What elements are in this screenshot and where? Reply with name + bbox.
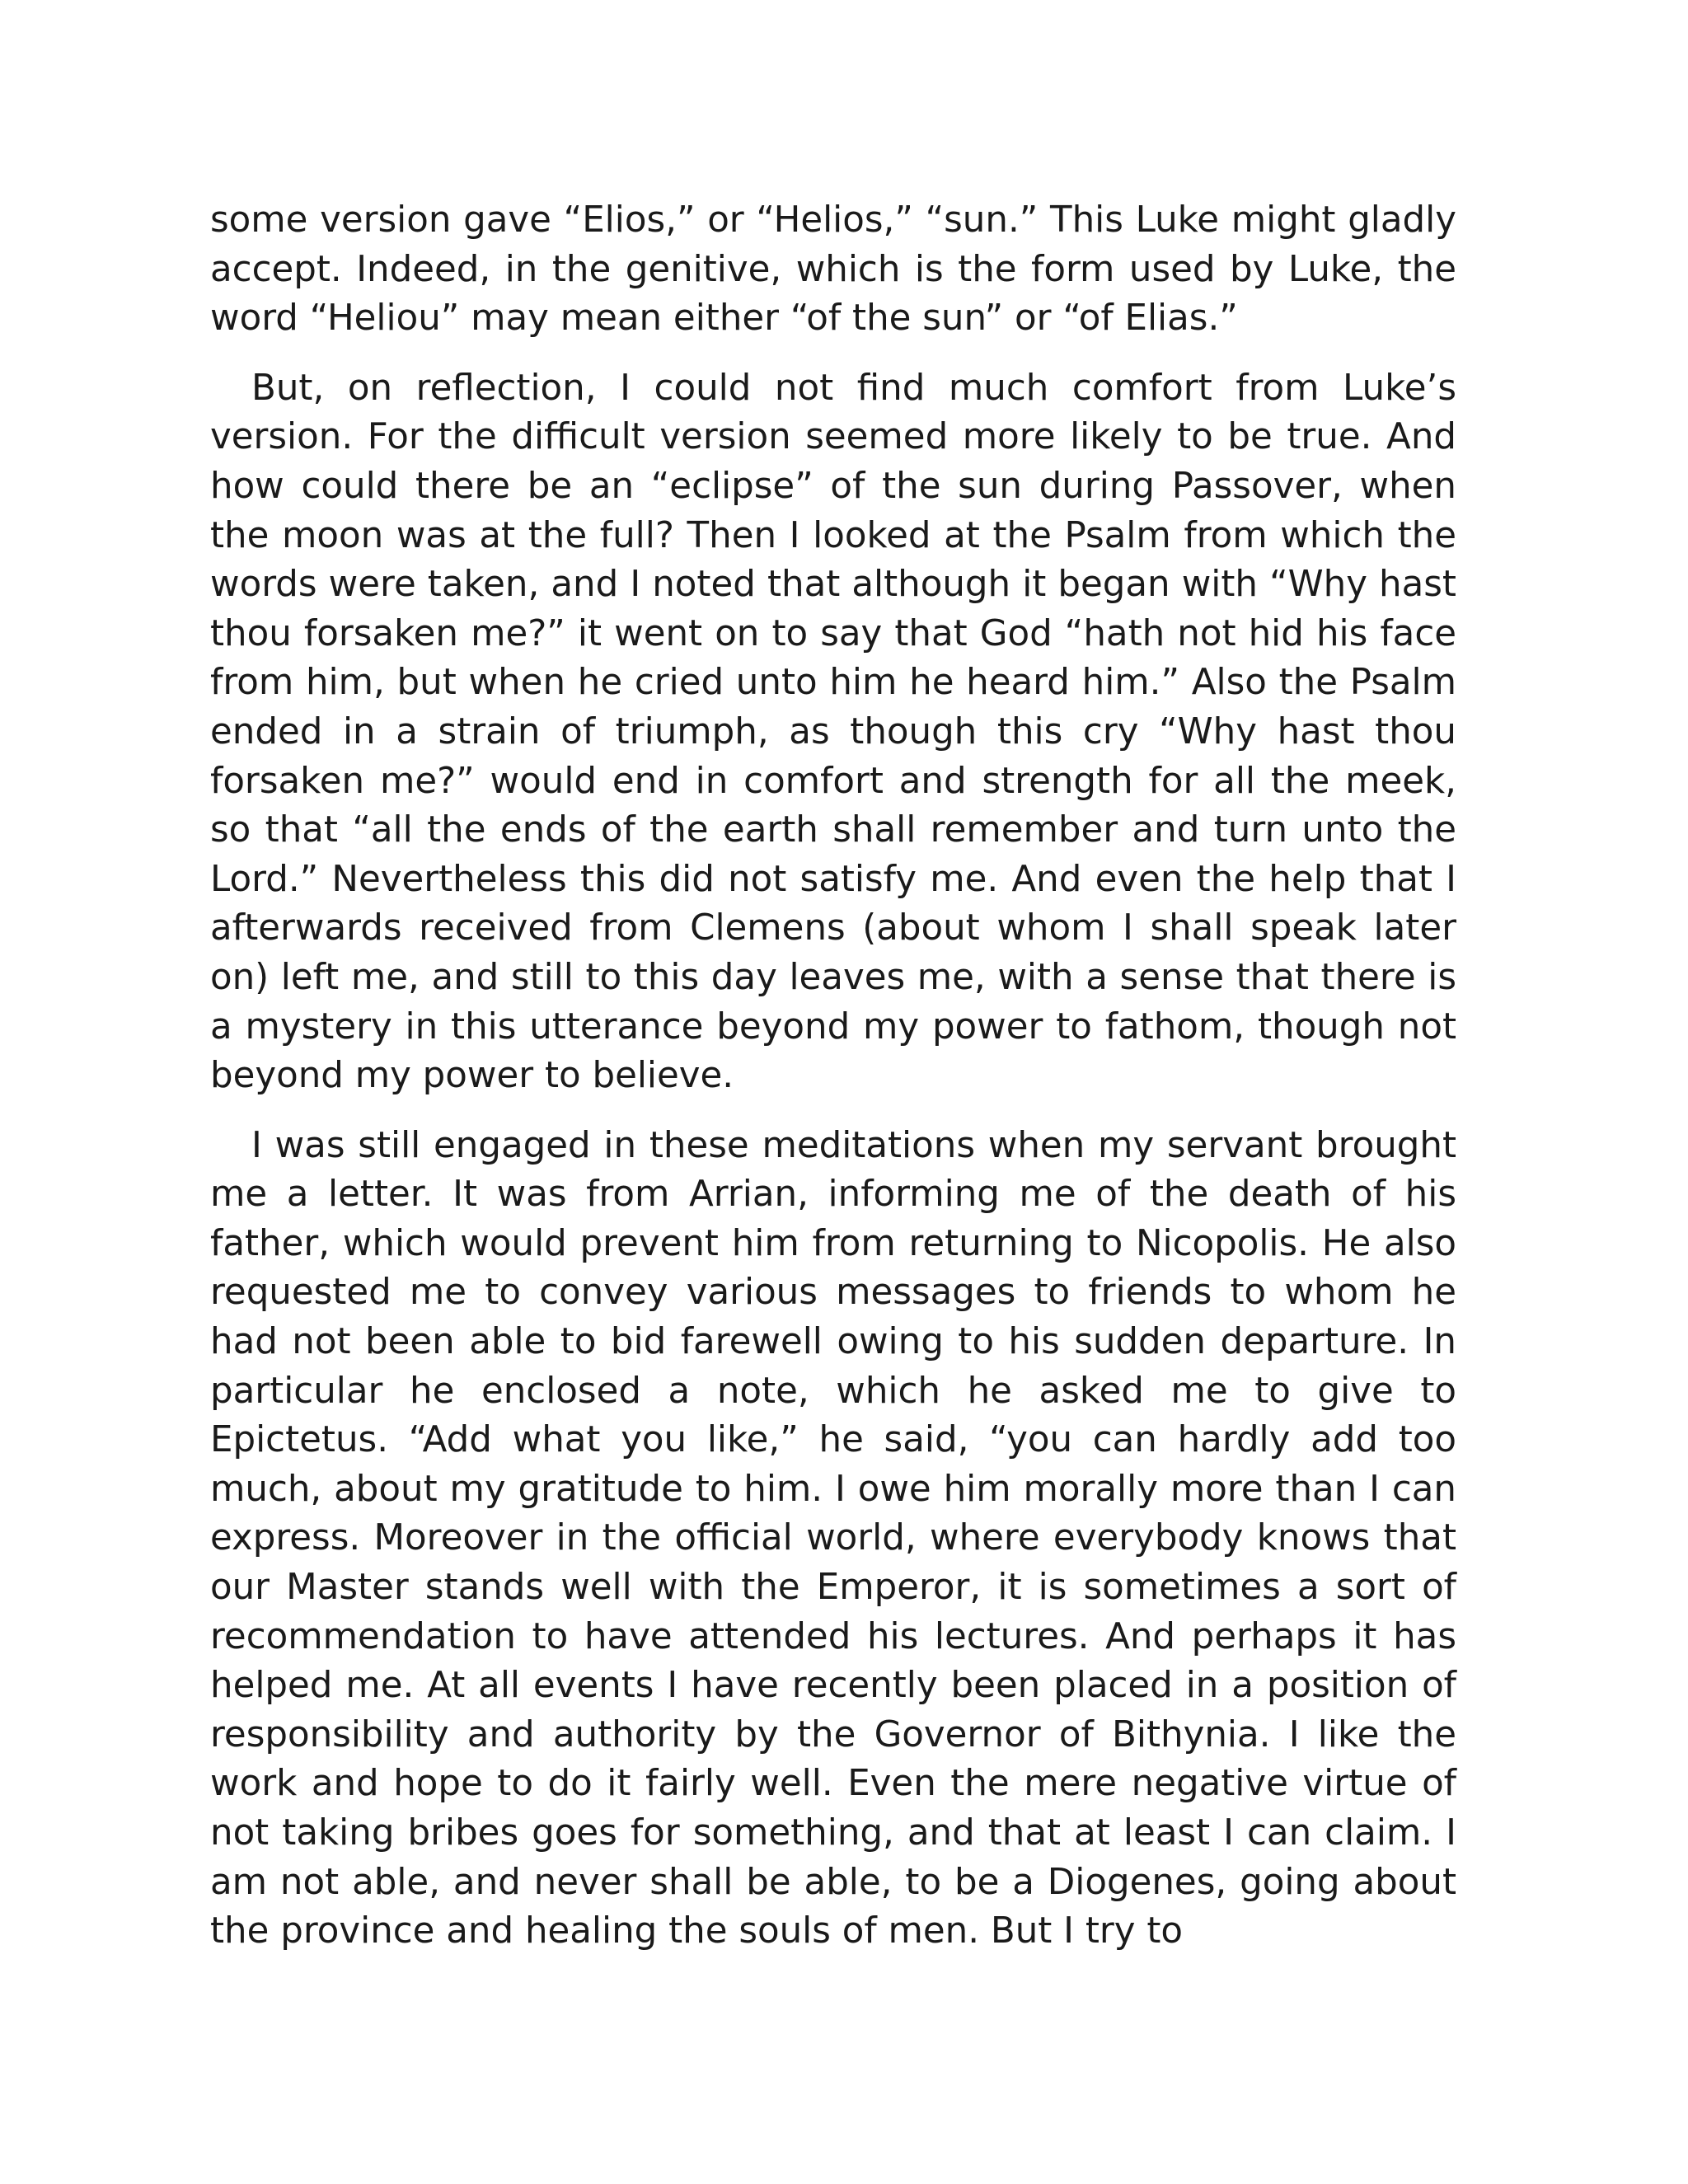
- paragraph-arrian-letter: I was still engaged in these meditations when my servant brought me a letter. It was from Arrian, informing me of the death of his father, which would prevent him from returning to Nicopolis. He also requested me to convey various messages to friends to whom he had not been able to bid farewell owing to his sudden departure. In particular he enclosed a note, which he asked me to give to Epictetus. “Add what you like,” he said, “you can hardly add too much, about my gratitude to him. I owe him morally more than I can express. Moreover in the official world, where everybody knows that our Master stands well with the Emperor, it is sometimes a sort of recommendation to have attended his lectures. And perhaps it has helped me. At all events I have recently been placed in a position of responsibility and authority by the Governor of Bithynia. I like the work and hope to do it fairly well. Even the mere negative virtue of not taking bribes goes for something, and that at least I can claim. I am not able, and never shall be able, to be a Diogenes, going about the province and healing the souls of men. But I try to: [210, 1124, 1456, 1952]
- page-body: [210, 196, 1456, 1957]
- paragraph-reflection: But, on reflection, I could not find much comfort from Luke’s version. For the difficult version seemed more likely to be true. And how could there be an “eclipse” of the sun during Passover, when the moon was at the full? Then I looked at the Psalm from which the words were taken, and I noted that although it began with “Why hast thou forsaken me?” it went on to say that God “hath not hid his face from him, but when he cried unto him he heard him.” Also the Psalm ended in a strain of triumph, as though this cry “Why hast thou forsaken me?” would end in comfort and strength for all the meek, so that “all the ends of the earth shall remember and turn unto the Lord.” Nevertheless this did not satisfy me. And even the help that I afterwards received from Clemens (about whom I shall speak later on) left me, and still to this day leaves me, with a sense that there is a mystery in this utterance beyond my power to fathom, though not beyond my power to believe.: [210, 367, 1456, 1097]
- paragraph-continuation: some version gave “Elios,” or “Helios,” “sun.” This Luke might gladly accept. Indeed, in the genitive, which is the form used by Luke, the word “Heliou” may mean either “of the sun” or “of Elias.”: [210, 199, 1456, 340]
